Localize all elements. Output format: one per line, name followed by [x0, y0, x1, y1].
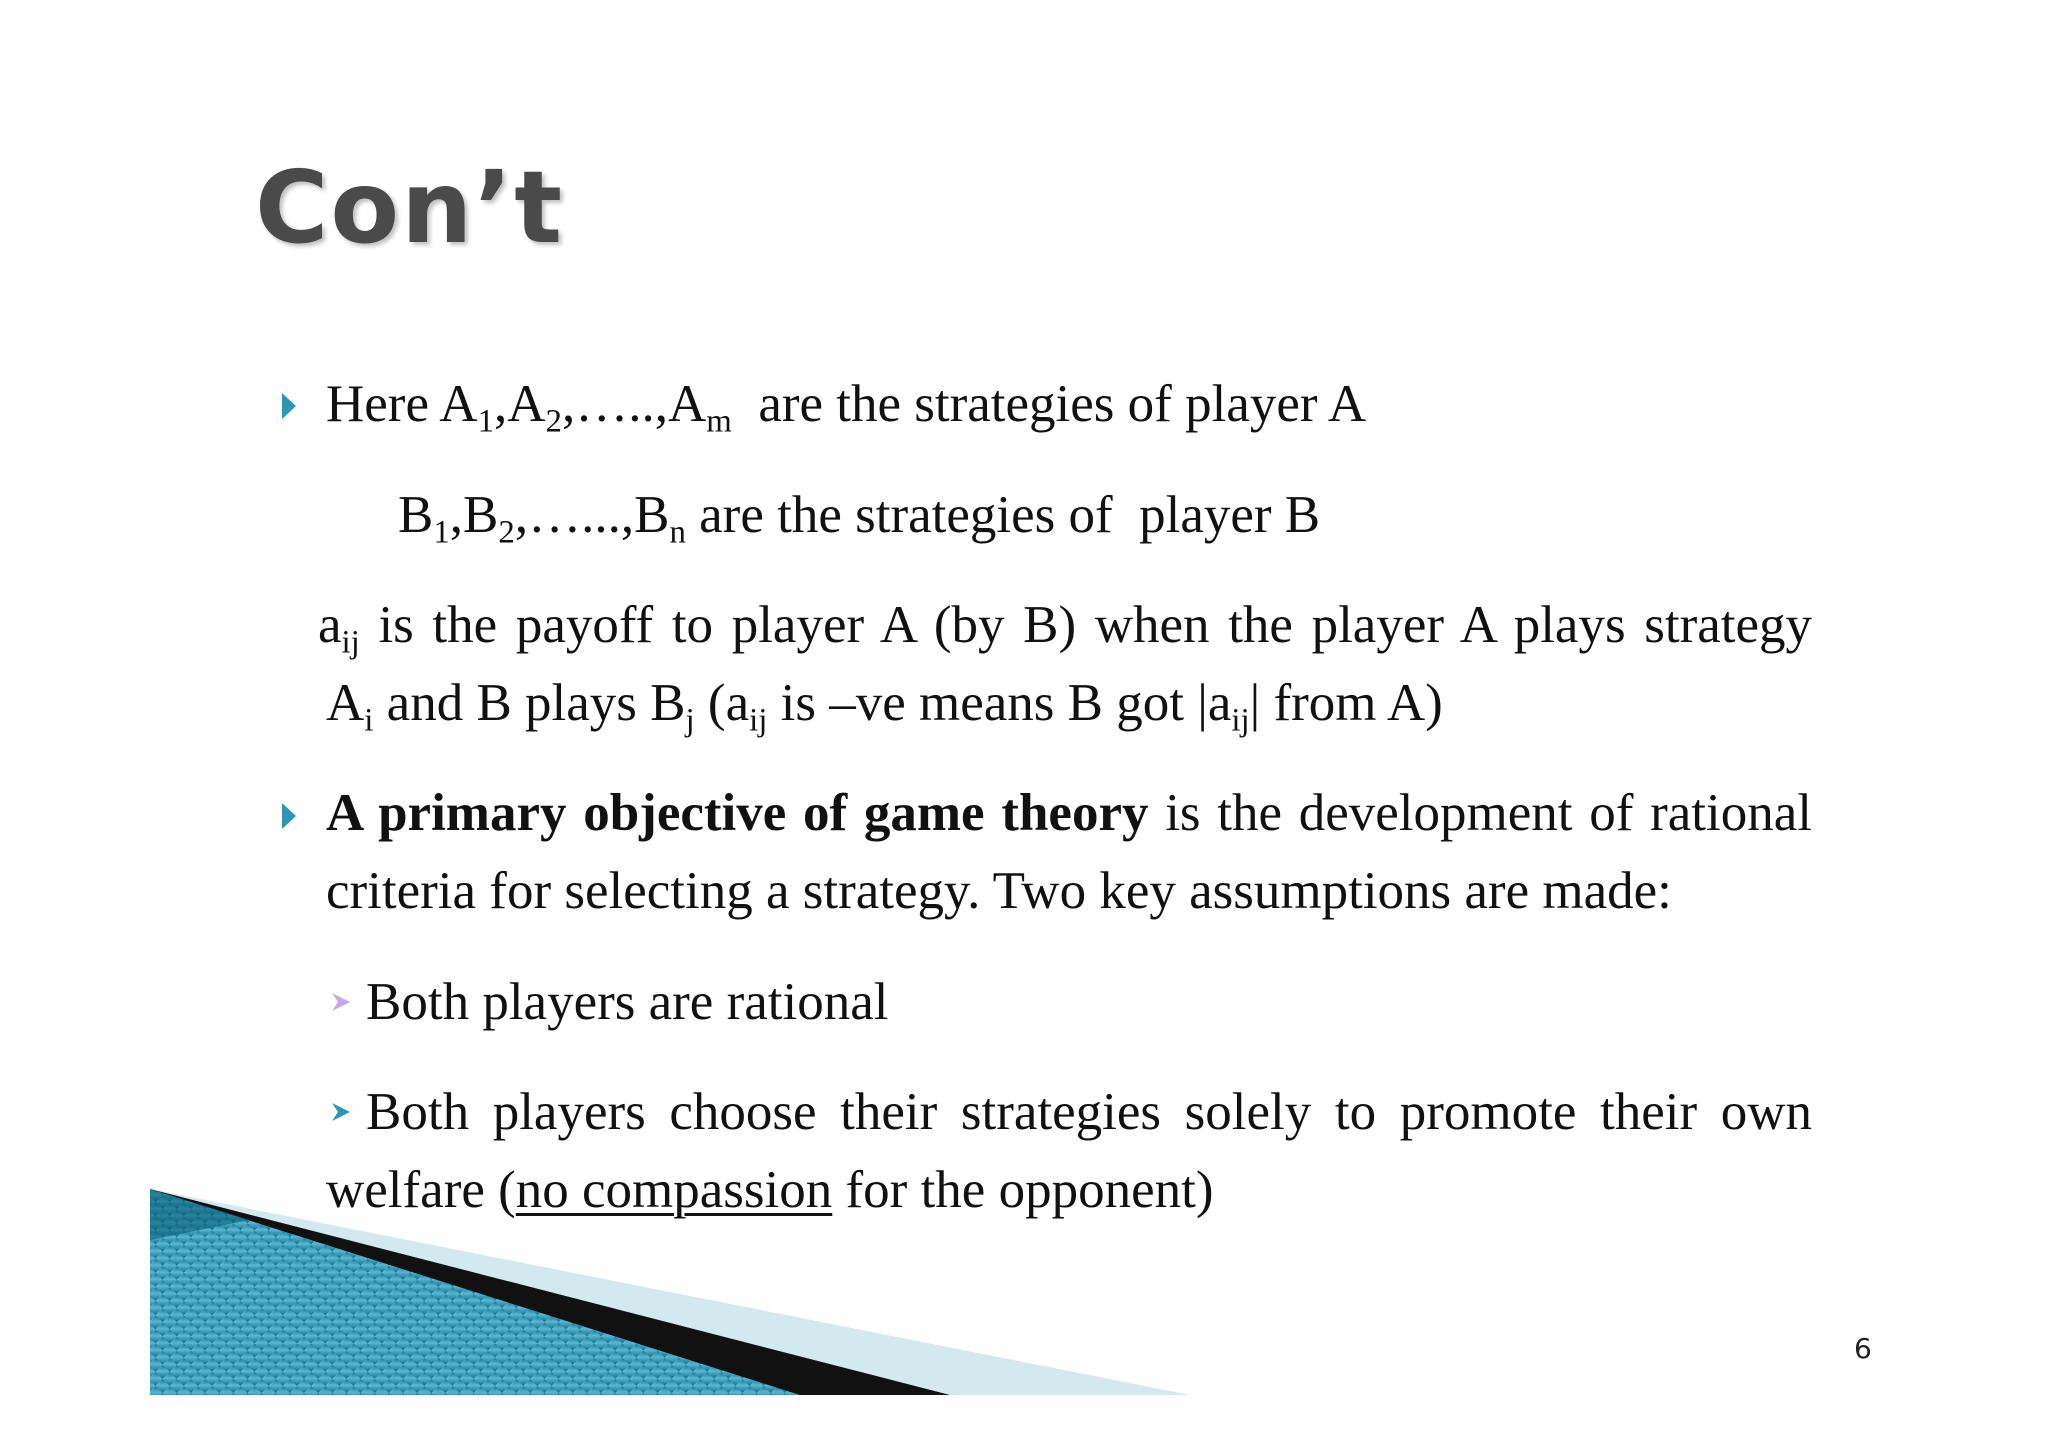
assumption-item-self-interest-line-1: Both players choose their strategies solely to promote their own: [330, 1083, 1812, 1141]
arrowhead-bullet-icon: [330, 1101, 352, 1123]
strategies-player-b-line: $B_1,B_2,\dots...,B_n$ are the strategies of player B: [398, 486, 1321, 551]
bullet-arrow-icon: [282, 393, 296, 419]
payoff-definition-line-1: $a_{ij}$ is the payoff to player A (by B) when the player A plays strategy: [318, 596, 1812, 661]
payoff-definition-line-2: $A_i$ and B plays $B_j$ ($a_{ij}$ is –ve means B got $|a_{ij}|$ from A): [326, 674, 1443, 739]
page-number: 6: [1854, 1332, 1872, 1365]
game-theory-objective-line-2: criteria for selecting a strategy. Two key assumptions are made:: [326, 862, 1672, 920]
assumption-item-rational: Both players are rational: [330, 973, 888, 1031]
slide-title: Con’t: [255, 149, 565, 266]
bullet-arrow-icon: [282, 803, 296, 829]
arrowhead-bullet-icon: [330, 991, 352, 1013]
game-theory-objective-line-1: A primary objective of game theory is the development of rational: [326, 784, 1812, 842]
strategies-player-a-line: Here $A_1,A_2,\dots..,A_m$ are the strategies of player A: [326, 375, 1367, 440]
underlined-phrase: no compassion: [515, 1161, 833, 1219]
assumption-item-self-interest-line-2: welfare (no compassion for the opponent): [326, 1161, 1214, 1219]
